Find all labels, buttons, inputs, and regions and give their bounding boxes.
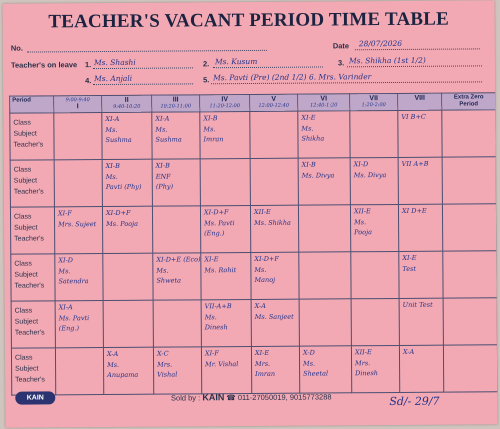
leave-1-line [93, 67, 193, 69]
period-cell [350, 157, 398, 204]
cell-entry: X-D [302, 348, 315, 357]
cell-entry: Pavti (Phy) [105, 182, 142, 192]
cell-entry: Vishal [157, 370, 178, 379]
cell-entry: Ms. Shikha [254, 218, 291, 227]
cell-entry: XII-E [354, 348, 372, 357]
cell-entry: X-A [402, 347, 415, 356]
cell-entry: Mrs. [355, 358, 371, 367]
period-cell [250, 158, 298, 205]
cell-entry: XI-D [353, 160, 369, 169]
row-label-line: Class [13, 119, 31, 127]
row-label [10, 113, 54, 160]
row-label-line: Subject [13, 130, 37, 138]
col-header-6 [298, 94, 350, 111]
period-cell [103, 253, 153, 300]
period-cell [399, 298, 443, 345]
period-cell [54, 160, 102, 207]
period-cell [399, 345, 443, 392]
extra-zero-period-label: Extra Zero Period [453, 94, 484, 108]
row-label [11, 301, 55, 348]
col-header-5 [250, 94, 298, 111]
row-label-line: Teacher's [14, 329, 45, 337]
period-cell [398, 110, 442, 157]
cell-entry: Mrs. Sujeet [58, 219, 97, 228]
period-cell [298, 158, 350, 205]
period-cell [153, 253, 201, 300]
table-row [10, 204, 496, 254]
cell-entry: Ms. [354, 217, 367, 226]
cell-entry: Ms. Pavti [204, 218, 235, 227]
cell-entry: X-C [156, 349, 169, 358]
cell-entry: XI D+E [401, 206, 427, 215]
cell-entry: XI-D+F [105, 208, 131, 218]
cell-entry: Ms. [203, 124, 216, 133]
cell-entry: XI-A [155, 114, 170, 123]
period-cell [201, 346, 251, 393]
col-header-extra [442, 93, 496, 110]
row-label-line: Class [14, 354, 33, 362]
period-cell [54, 207, 102, 254]
row-label [11, 348, 55, 395]
leave-1-num: 1. [84, 60, 92, 70]
leave-4-line [93, 83, 193, 85]
cell-entry: Sushma [155, 135, 182, 144]
col-1-roman: I [76, 103, 79, 111]
row-label-line: Teacher's [14, 235, 44, 243]
period-cell [443, 251, 497, 298]
period-cell [55, 254, 103, 301]
period-cell [350, 110, 398, 157]
col-5-time: 12:00-12:40 [258, 102, 290, 109]
row-label-line: Subject [14, 318, 39, 326]
leave-3-num: 3. [337, 58, 345, 68]
period-cell [299, 299, 351, 346]
leave-2-line [213, 66, 323, 68]
row-label-line: Class [13, 166, 32, 174]
period-cell [299, 346, 351, 393]
period-cell [298, 205, 350, 252]
period-cell [351, 298, 399, 345]
period-cell [442, 157, 496, 204]
row-label-line: Teacher's [14, 282, 45, 290]
col-5-roman: V [271, 95, 277, 103]
col-header-4 [200, 94, 250, 111]
cell-entry: XI-B [301, 160, 316, 169]
period-cell [251, 299, 299, 346]
cell-entry: XII-E [353, 207, 371, 216]
cell-entry: Mrs. [255, 359, 271, 368]
period-cell [153, 300, 201, 347]
leave-4-num: 4. [85, 76, 92, 86]
period-cell [103, 347, 153, 394]
period-cell [152, 159, 200, 206]
table-row [11, 251, 497, 301]
period-cell [442, 204, 496, 251]
period-cell [443, 345, 497, 392]
cell-entry: XI-D [58, 256, 73, 265]
cell-entry: Imran [203, 135, 224, 144]
no-label: No. [10, 43, 23, 53]
kain-logo: KAIN [15, 391, 55, 404]
leave-4-name: Ms. Anjali [94, 73, 133, 84]
row-label-line: Subject [15, 365, 39, 373]
col-6-time: 12:40-1:20 [310, 102, 338, 109]
sold-by-phone: ☎ 011-27050019, 9015773288 [226, 392, 332, 403]
cell-entry: XI-B [155, 161, 170, 170]
period-cell [102, 159, 152, 206]
cell-entry: XI-E [402, 253, 417, 262]
cell-entry: XI-B [105, 161, 120, 171]
period-cell [200, 111, 250, 158]
no-line [27, 50, 267, 53]
period-cell [102, 112, 152, 159]
period-cell [398, 157, 442, 204]
cell-entry: XI-F [57, 209, 72, 218]
cell-entry: XI-A [105, 114, 120, 124]
period-cell [55, 301, 103, 348]
period-cell [251, 252, 299, 299]
col-1-time: 9:00-9:40 [65, 97, 90, 104]
period-cell [103, 300, 153, 347]
col-4-time: 11:20-12:00 [209, 103, 241, 110]
row-label [10, 207, 54, 254]
table-row [11, 345, 497, 395]
cell-entry: XI-D+F [254, 254, 279, 263]
col-2-time: 9:40-10:20 [113, 103, 141, 110]
timetable-body [10, 110, 498, 395]
period-cell [251, 346, 299, 393]
col-8-roman: VIII [414, 94, 425, 102]
cell-entry: Satendra [58, 277, 89, 286]
row-label [11, 254, 55, 301]
period-cell [152, 112, 200, 159]
cell-entry: Sheetal [303, 369, 329, 378]
period-cell [55, 348, 103, 395]
cell-entry: XII-E [253, 207, 271, 216]
cell-entry: Ms. [204, 312, 217, 321]
cell-entry: XI-D+E (Eco) [156, 255, 201, 264]
period-cell [152, 206, 200, 253]
period-header: Period [10, 96, 54, 113]
cell-entry: ENF [155, 172, 171, 181]
cell-entry: Ms. [303, 359, 316, 368]
row-label-line: Teacher's [13, 141, 44, 149]
cell-entry: X-A [254, 301, 266, 310]
cell-entry: VII A+B [401, 159, 429, 168]
cell-entry: Sushma [105, 135, 132, 145]
cell-entry: Ms. [58, 266, 71, 275]
cell-entry: X-A [106, 349, 119, 359]
col-header-8 [398, 93, 442, 110]
cell-entry: (Eng.) [58, 324, 80, 333]
row-label-line: Subject [14, 271, 38, 279]
table-row [11, 298, 497, 348]
col-7-time: 1:20-2:00 [361, 102, 386, 109]
leave-2-name: Ms. Kusum [214, 56, 258, 67]
cell-entry: Ms. Rohit [204, 265, 237, 274]
period-cell [399, 251, 443, 298]
table-row [10, 157, 496, 207]
sold-by-brand: KAIN [202, 392, 225, 403]
period-cell [299, 252, 351, 299]
cell-entry: Anupama [107, 370, 139, 380]
col-header-1 [54, 96, 102, 113]
col-2-roman: II [124, 96, 129, 104]
cell-entry: Ms. [254, 265, 267, 274]
cell-entry: Mr. Vishal [205, 359, 239, 368]
page-title: TEACHER'S VACANT PERIOD TIME TABLE [48, 8, 450, 33]
row-label-line: Class [13, 213, 32, 221]
period-cell [102, 206, 152, 253]
leave-5-num: 5. [203, 75, 210, 85]
leave-3-name: Ms. Shikha (1st 1/2) [348, 55, 426, 66]
teachers-on-leave-label: Teacher's on leave [10, 60, 78, 70]
col-3-time: 10:20-11:00 [160, 103, 192, 110]
cell-entry: Ms. [107, 360, 120, 369]
cell-entry: Imran [255, 369, 276, 378]
period-cell [443, 298, 497, 345]
cell-entry: Shweta [156, 276, 182, 285]
cell-entry: Dinesh [355, 369, 379, 378]
cell-entry: Ms. Pavti [58, 313, 90, 322]
period-cell [200, 158, 250, 205]
cell-entry: Ms. [155, 125, 168, 134]
row-label-line: Teacher's [15, 376, 45, 384]
col-6-roman: VI [320, 95, 328, 103]
col-3-roman: III [172, 96, 179, 104]
cell-entry: Mrs. [157, 360, 173, 369]
period-cell [351, 251, 399, 298]
period-cell [201, 299, 251, 346]
timetable-grid [9, 92, 497, 395]
cell-entry: Ms. [156, 266, 169, 275]
cell-entry: VI B+C [401, 112, 426, 121]
cell-entry: Ms. [105, 125, 118, 134]
leave-3-line [347, 65, 482, 67]
col-header-3 [152, 95, 200, 112]
cell-entry: Shikha [301, 134, 325, 143]
period-cell [201, 252, 251, 299]
row-label [10, 160, 54, 207]
cell-entry: XI-E [204, 255, 219, 264]
cell-entry: Ms. Divya [353, 170, 387, 179]
col-header-7 [350, 93, 398, 110]
cell-entry: Ms. [301, 124, 314, 133]
period-cell [54, 113, 102, 160]
cell-entry: (Phy) [155, 182, 174, 191]
cell-entry: VII-A+B [204, 302, 232, 311]
period-cell [250, 111, 298, 158]
period-cell [351, 345, 399, 392]
row-label-line: Class [14, 260, 32, 268]
row-label-line: Subject [14, 224, 38, 232]
cell-entry: Manoj [254, 275, 276, 284]
cell-entry: XI-D+F [203, 208, 229, 217]
leave-5-name: Ms. Pavti (Pre) (2nd 1/2) 6. Mrs. Varinder [213, 72, 372, 83]
cell-entry: XI-F [204, 349, 219, 358]
cell-entry: Unit Test [402, 300, 433, 309]
cell-entry: XI-E [301, 113, 316, 122]
date-line [355, 48, 480, 50]
sold-by-label: Sold by : [170, 393, 201, 403]
leave-2-num: 2. [202, 59, 210, 69]
cell-entry: Dinesh [204, 323, 228, 332]
timetable-sheet [3, 0, 498, 427]
period-cell [298, 111, 350, 158]
cell-entry: Ms. Divya [301, 170, 335, 180]
row-label-line: Subject [13, 177, 38, 185]
cell-entry: XI-B [203, 114, 218, 123]
period-cell [200, 205, 250, 252]
cell-entry: XI-E [254, 348, 270, 357]
cell-entry: Test [402, 264, 417, 273]
period-cell [153, 347, 201, 394]
period-cell [442, 110, 496, 157]
period-cell [398, 204, 442, 251]
col-4-roman: IV [221, 96, 229, 104]
period-cell [350, 204, 398, 251]
signature: Sd/- 29/7 [389, 394, 440, 409]
cell-entry: XI-A [58, 303, 73, 312]
cell-entry: Ms. [105, 172, 118, 181]
cell-entry: Ms. Sanjeet [254, 312, 294, 321]
leave-1-name: Ms. Shashi [93, 57, 136, 68]
row-label-line: Teacher's [13, 188, 44, 196]
cell-entry: Ms. Pooja [106, 219, 139, 228]
date-value: 28/07/2026 [358, 38, 403, 49]
row-label-line: Class [14, 307, 33, 315]
table-row [10, 110, 496, 160]
date-label: Date [332, 41, 350, 51]
col-header-2 [102, 95, 152, 112]
col-7-roman: VII [369, 95, 379, 103]
cell-entry: Pooja [354, 228, 372, 237]
cell-entry: (Eng.) [204, 229, 225, 238]
period-cell [250, 205, 298, 252]
